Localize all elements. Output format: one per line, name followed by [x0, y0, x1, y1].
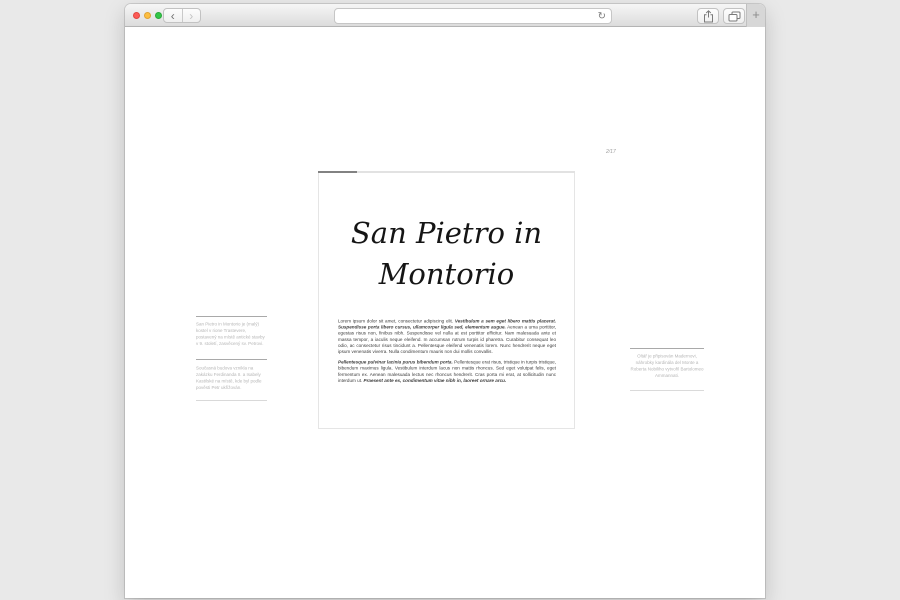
- article-paragraph: [338, 318, 556, 355]
- tab-overview-button[interactable]: [723, 8, 745, 24]
- address-bar[interactable]: [334, 8, 612, 24]
- progress-track: [357, 171, 575, 173]
- tab-overview-icon: [728, 11, 741, 22]
- paragraph-emphasis: Vestibulum a sem eget libero mattis placerat. Suspendisse porta libero cursus, ullamcorper ligula sed, elementum augue.: [338, 318, 556, 330]
- article-title-line2: Montorio: [378, 257, 515, 291]
- titlebar: [125, 4, 765, 27]
- browser-window: [125, 4, 765, 598]
- paragraph-text: Lorem ipsum dolor sit amet, consectetur adipiscing elit.: [338, 318, 455, 324]
- back-button[interactable]: ‹: [164, 9, 183, 22]
- page-indicator-text: 2/17: [606, 149, 616, 155]
- article-paragraph: [338, 359, 556, 383]
- new-tab-button[interactable]: +: [746, 4, 765, 27]
- paragraph-text: Aenean a urna porttitor, egestas risus non, finibus nibh. Suspendisse vel nulla at est porttitor efficitur. Nam malesuada ante et massa tempor, a iaculis neque eleifend. In accumsan rutrum turpis id pharetra. Curabitur consequat leo odio, ac consectetur risus tincidunt a. Pellentesque eleifend venenatis lorem. Nunc hendrerit neque eget ipsum venenatis viverra. Nulla condimentum mauris non dui mollis convallis.: [338, 324, 556, 355]
- page-content: [125, 28, 765, 598]
- paragraph-emphasis: Praesent ante ex, condimentum vitae nibh in, laoreet ornare arcu.: [363, 377, 507, 383]
- article-title-line1: San Pietro in: [350, 216, 543, 250]
- margin-note-left-bottom: [196, 359, 267, 401]
- nav-buttons: [163, 8, 201, 23]
- margin-note-text: San Pietro in Montorio je (malý) kostel v rione Trastevere, postavený na místě antické stavby v 9. století, zasvěcený sv. Petrovi.: [196, 321, 265, 346]
- paragraph-text: Pellentesque erat risus, tristique in turpis tristique, bibendum maximus ligula. Vestibulum interdum lacus non mattis rhoncus. Sed eget volutpat felis, eget fermentum ex. Aenean malesuada lectus nec rhoncus hendrerit. Cras porta mi erat, at sollicitudin nunc interdum ut.: [338, 359, 556, 383]
- share-icon: [703, 10, 714, 23]
- reload-icon[interactable]: ↻: [597, 11, 606, 22]
- margin-note-text: Současná budova vznikla na zakázku Ferdinanda II. a Isabely Kastilské na místě, kde byl podle pověsti Petr ukřižován.: [196, 365, 262, 390]
- forward-button[interactable]: ›: [183, 9, 201, 22]
- progress-fill: [318, 171, 357, 173]
- margin-note-text: Oltář je připisován Madernovi, náhrobky kardinála del Monte a Roberta Nobiliho vytvořil Bartolomeo Ammannati.: [630, 353, 704, 378]
- article-card: [318, 171, 575, 429]
- share-button[interactable]: [697, 8, 719, 24]
- close-button[interactable]: [133, 12, 140, 19]
- article-title: [319, 213, 574, 295]
- margin-note-right: [630, 348, 704, 391]
- fullscreen-button[interactable]: [155, 12, 162, 19]
- page-indicator: [606, 149, 636, 161]
- minimize-button[interactable]: [144, 12, 151, 19]
- article-body: [338, 318, 556, 418]
- reading-progress-bar: [318, 171, 575, 173]
- address-input[interactable]: [341, 10, 591, 22]
- window-controls: [133, 12, 162, 19]
- margin-note-left-top: [196, 316, 267, 359]
- paragraph-emphasis: Pellentesque pulvinar lacinia purus bibendum porta.: [338, 359, 453, 365]
